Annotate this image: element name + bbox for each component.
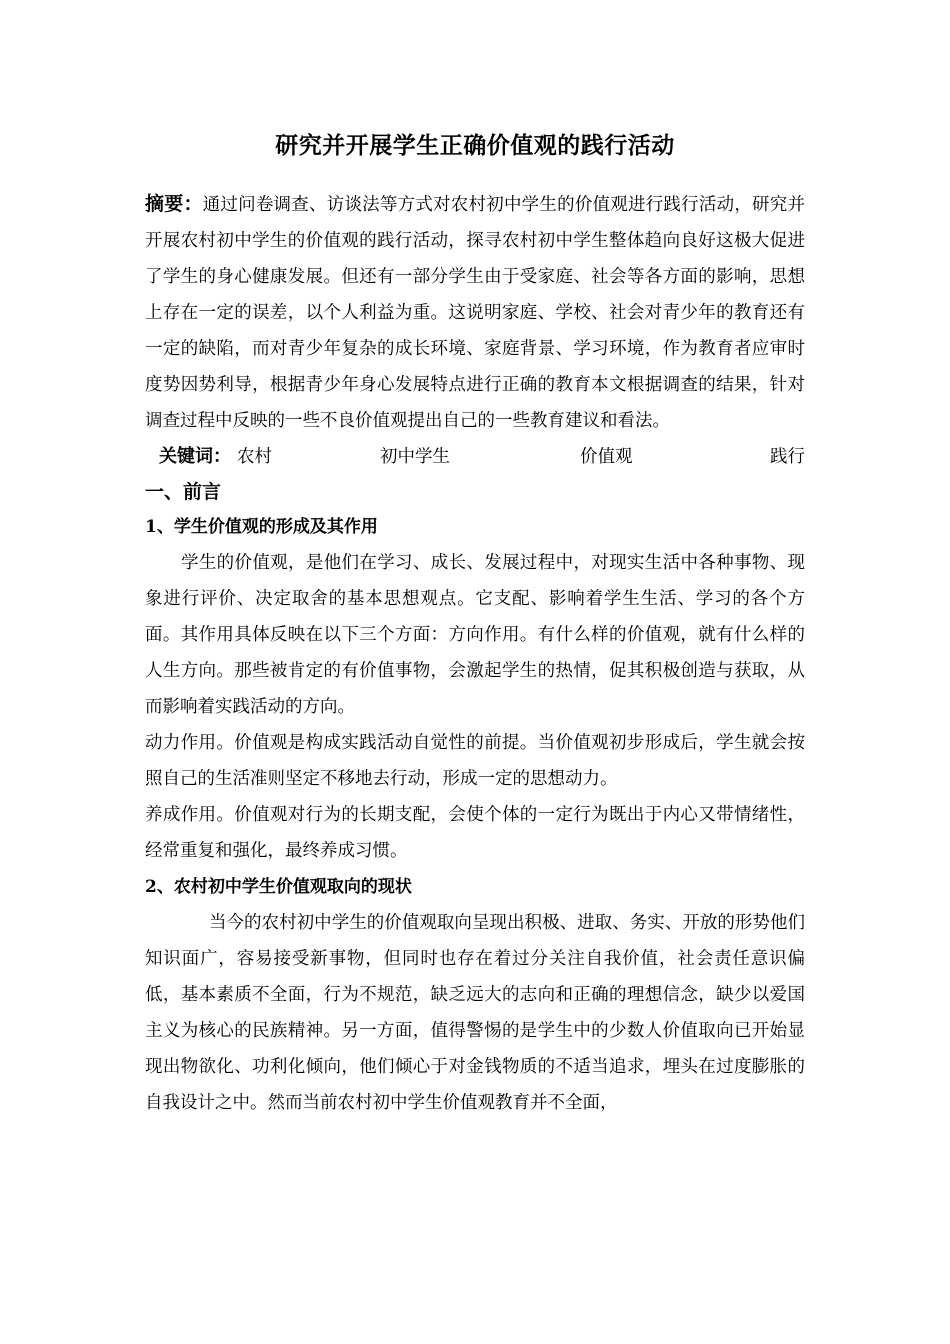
abstract-label: 摘要： (145, 193, 203, 215)
document-title: 研究并开展学生正确价值观的践行活动 (275, 133, 675, 159)
body-paragraph: 养成作用。价值观对行为的长期支配，会使个体的一定行为既出于内心又带情绪性，经常重复和强化，最终养成习惯。 (145, 805, 805, 861)
keyword-item: 初中学生 (380, 447, 450, 467)
subsection-heading: 2、农村初中学生价值观取向的现状 (145, 877, 412, 897)
abstract-paragraph (145, 186, 805, 439)
subsection-heading: 1、学生价值观的形成及其作用 (145, 517, 378, 537)
body-paragraph: 动力作用。价值观是构成实践活动自觉性的前提。当价值观初步形成后，学生就会按照自己的生活准则坚定不移地去行动，形成一定的思想动力。 (145, 733, 805, 789)
body-paragraph: 当今的农村初中学生的价值观取向呈现出积极、进取、务实、开放的形势他们知识面广，容易接受新事物，但同时也存在着过分关注自我价值，社会责任意识偏低，基本素质不全面，行为不规范，缺乏远大的志向和正确的理想信念，缺少以爱国主义为核心的民族精神。另一方面，值得警惕的是学生中的少数人价值取向已开始显现出物欲化、功利化倾向，他们倾心于对金钱物质的不适当追求，埋头在过度膨胀的自我设计之中。然而当前农村初中学生价值观教育并不全面， (145, 913, 805, 1113)
keyword-item: 践行 (770, 447, 805, 467)
abstract-text: 通过问卷调查、访谈法等方式对农村初中学生的价值观进行践行活动，研究并开展农村初中学生的价值观的践行活动，探寻农村初中学生整体趋向良好这极大促进了学生的身心健康发展。但还有一部分学生由于受家庭、社会等各方面的影响，思想上存在一定的误差，以个人利益为重。这说明家庭、学校、社会对青少年的教育还有一定的缺陷，而对青少年复杂的成长环境、家庭背景、学习环境，作为教育者应审时度势因势利导，根据青少年身心发展特点进行正确的教育本文根据调查的结果，针对调查过程中反映的一些不良价值观提出自己的一些教育建议和看法。 (145, 195, 805, 431)
section-heading: 一、前言 (145, 481, 222, 503)
keyword-item: 价值观 (580, 447, 633, 467)
document-page (145, 128, 805, 1121)
keyword-item: 农村 (237, 447, 272, 467)
keywords-line (145, 439, 805, 475)
keywords-label: 关键词： (159, 446, 231, 467)
body-paragraph: 学生的价值观，是他们在学习、成长、发展过程中，对现实生活中各种事物、现象进行评价、决定取舍的基本思想观点。它支配、影响着学生生活、学习的各个方面。其作用具体反映在以下三个方面：方向作用。有什么样的价值观，就有什么样的人生方向。那些被肯定的有价值事物，会激起学生的热情，促其积极创造与获取，从而影响着实践活动的方向。 (145, 553, 805, 717)
